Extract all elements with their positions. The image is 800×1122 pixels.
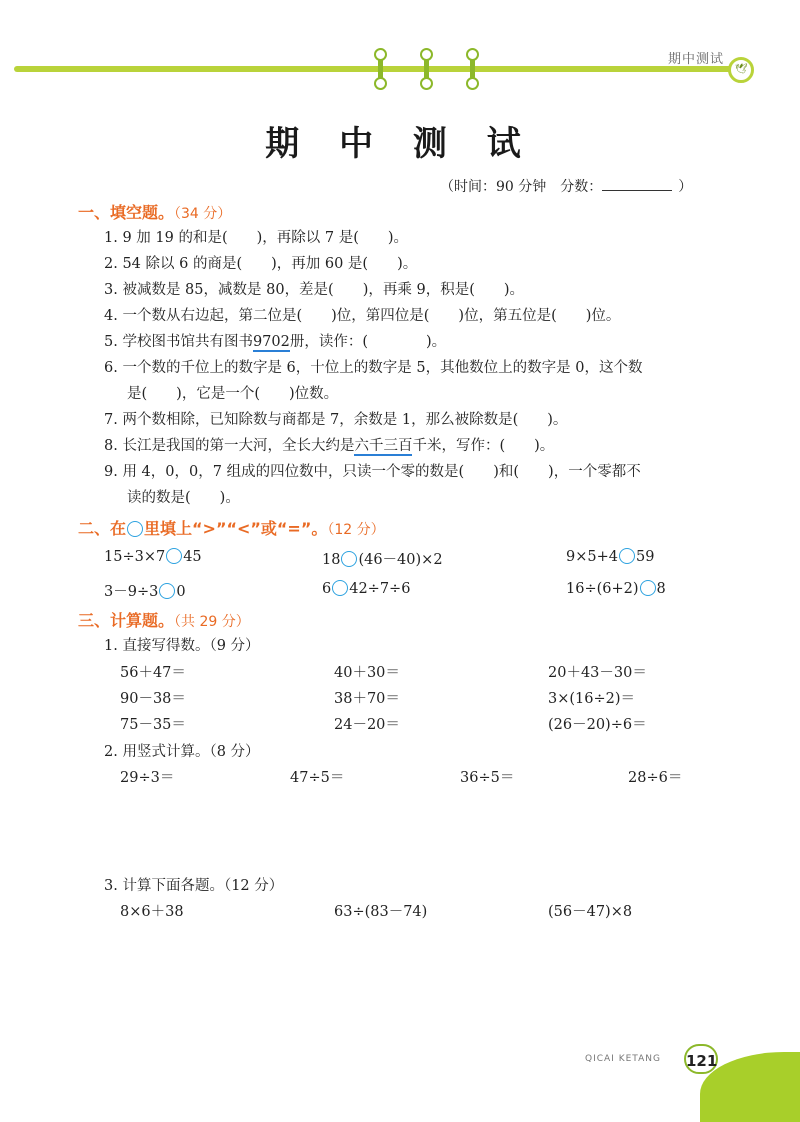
- answer-circle[interactable]: [159, 583, 175, 599]
- answer-circle[interactable]: [332, 580, 348, 596]
- binder-pin-icon: [378, 54, 383, 84]
- q8-text-b: 千米，写作：( )。: [412, 438, 555, 454]
- compare-left: 16÷(6+2): [566, 581, 639, 597]
- compare-left: 3－9÷3: [104, 584, 159, 600]
- calc-item: 75－35＝: [120, 717, 186, 733]
- answer-circle[interactable]: [166, 548, 182, 564]
- question-3: 3. 被减数是 85，减数是 80，差是( )，再乘 9，积是( )。: [104, 282, 525, 298]
- compare-item: [566, 548, 654, 565]
- section2-heading: [78, 516, 385, 539]
- compare-right: 0: [176, 584, 186, 600]
- q5-underlined-number: 9702: [252, 334, 290, 350]
- vertical-calc-item: 29÷3＝: [120, 770, 175, 786]
- answer-circle[interactable]: [640, 580, 656, 596]
- part1-title: 1. 直接写得数。（9 分）: [104, 638, 260, 654]
- compare-right: 59: [635, 549, 655, 565]
- page-number: 121: [684, 1044, 718, 1074]
- question-7: 7. 两个数相除，已知除数与商都是 7，余数是 1，那么被除数是( )。: [104, 412, 568, 428]
- section3-title: 三、计算题。: [78, 611, 175, 630]
- calc-item: 40＋30＝: [334, 665, 400, 681]
- compare-left: 18: [322, 552, 341, 568]
- page-title: 期 中 测 试: [265, 124, 535, 164]
- mixed-calc-item: 8×6＋38: [120, 904, 184, 920]
- calc-item: 56＋47＝: [120, 665, 186, 681]
- compare-right: 42÷7÷6: [349, 581, 411, 597]
- q5-text-b: 册，读作：( )。: [289, 334, 447, 350]
- vertical-calc-item: 47÷5＝: [290, 770, 345, 786]
- time-score-line: [440, 176, 692, 196]
- calc-item: 20＋43－30＝: [548, 665, 647, 681]
- question-1: 1. 9 加 19 的和是( )，再除以 7 是( )。: [104, 230, 409, 246]
- compare-item: [566, 580, 666, 597]
- compare-right: 8: [656, 581, 666, 597]
- compare-right: (46－40)×2: [358, 552, 443, 568]
- header-bar: [14, 66, 740, 72]
- time-label: （时间：90 分钟 分数：: [440, 179, 603, 195]
- mixed-calc-item: (56－47)×8: [548, 904, 633, 920]
- question-6-line1: 6. 一个数的千位上的数字是 6，十位上的数字是 5，其他数位上的数字是 0，这个数: [104, 360, 643, 376]
- part3-title: 3. 计算下面各题。（12 分）: [104, 878, 284, 894]
- q8-text-a: 8. 长江是我国的第一大河，全长大约是: [104, 438, 355, 454]
- circle-icon: [127, 521, 143, 537]
- compare-item: [322, 548, 443, 569]
- score-blank[interactable]: [602, 178, 672, 191]
- section1-score: （34 分）: [174, 206, 232, 222]
- calc-item: 24－20＝: [334, 717, 400, 733]
- question-5: [104, 330, 446, 351]
- question-4: 4. 一个数从右边起，第二位是( )位，第四位是( )位，第五位是( )位。: [104, 308, 621, 324]
- section2-title-b: 里填上“>”“<”或“=”。: [144, 519, 328, 538]
- vertical-calc-item: 36÷5＝: [460, 770, 515, 786]
- compare-item: [104, 580, 186, 601]
- compare-left: 15÷3×7: [104, 549, 166, 565]
- bird-logo-icon: 🕊: [728, 57, 754, 83]
- header-label: 期中测试: [668, 52, 725, 67]
- section3-heading: [78, 608, 250, 631]
- section2-score: （12 分）: [327, 522, 385, 538]
- compare-left: 6: [322, 581, 332, 597]
- question-9-line2: 读的数是( )。: [127, 490, 240, 506]
- calc-item: 90－38＝: [120, 691, 186, 707]
- compare-left: 9×5+4: [566, 549, 618, 565]
- vertical-calc-item: 28÷6＝: [628, 770, 683, 786]
- question-9-line1: 9. 用 4，0，0，7 组成的四位数中，只读一个零的数是( )和( )，一个零都不: [104, 464, 641, 480]
- compare-right: 45: [183, 549, 202, 565]
- calc-item: 38＋70＝: [334, 691, 400, 707]
- binder-pin-icon: [470, 54, 475, 84]
- q8-underlined-text: 六千三百: [354, 438, 413, 454]
- answer-circle[interactable]: [341, 551, 357, 567]
- mixed-calc-item: 63÷(83－74): [334, 904, 428, 920]
- compare-item: [322, 580, 410, 597]
- calc-item: 3×(16÷2)＝: [548, 691, 636, 707]
- question-6-line2: 是( )，它是一个( )位数。: [127, 386, 339, 402]
- section2-title-a: 二、在: [78, 519, 127, 538]
- section3-score: （共 29 分）: [174, 614, 250, 630]
- q5-text-a: 5. 学校图书馆共有图书: [104, 334, 253, 350]
- question-8: [104, 434, 554, 455]
- calc-item: (26－20)÷6＝: [548, 717, 647, 733]
- section1-title: 一、填空题。: [78, 203, 175, 222]
- time-close: ）: [678, 179, 693, 195]
- part2-title: 2. 用竖式计算。（8 分）: [104, 744, 260, 760]
- footer-brand: QICAI KETANG: [585, 1054, 661, 1064]
- answer-circle[interactable]: [619, 548, 635, 564]
- section1-heading: [78, 200, 231, 223]
- compare-item: [104, 548, 202, 565]
- question-2: 2. 54 除以 6 的商是( )，再加 60 是( )。: [104, 256, 418, 272]
- binder-pin-icon: [424, 54, 429, 84]
